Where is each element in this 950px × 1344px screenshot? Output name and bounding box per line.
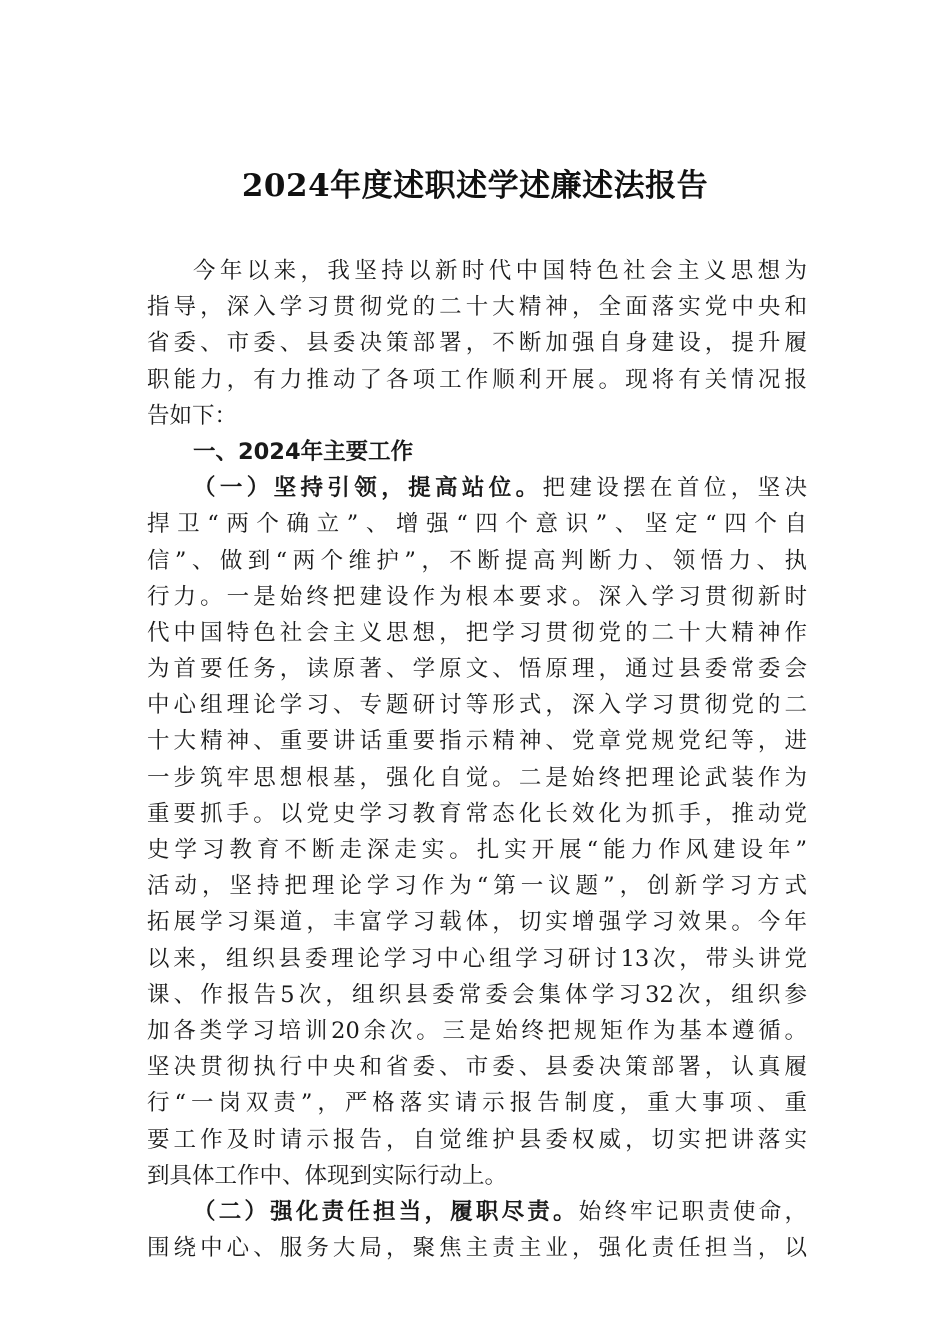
document-title: 2024年度述职述学述廉述法报告: [241, 168, 709, 204]
intro-line: 指导，深入学习贯彻党的二十大精神，全面落实党中央和: [147, 294, 807, 321]
paragraph-line: 史学习教育不断走深走实。扎实开展“能力作风建设年”: [147, 837, 807, 863]
paragraph-line: 为首要任务，读原著、学原文、悟原理，通过县委常委会: [147, 656, 807, 683]
paragraph-lead: （二）强化责任担当，履职尽责。: [193, 1198, 579, 1225]
paragraph-line: 到具体工作中、体现到实际行动上。: [147, 1162, 508, 1189]
paragraph-text: 把建设摆在首位，坚决: [542, 475, 807, 502]
paragraph-line: 十大精神、重要讲话重要指示精神、党章党规党纪等，进: [147, 728, 807, 755]
document-body: [147, 253, 807, 1266]
paragraph-line: 围绕中心、服务大局，聚焦主责主业，强化责任担当，以: [147, 1235, 807, 1262]
intro-line: 今年以来，我坚持以新时代中国特色社会主义思想为: [193, 258, 807, 284]
intro-line: 告如下：: [147, 402, 238, 429]
intro-line: 省委、市委、县委决策部署，不断加强自身建设，提升履: [147, 330, 807, 357]
paragraph-line: 代中国特色社会主义思想，把学习贯彻党的二十大精神作: [147, 619, 807, 646]
paragraph-line: 坚决贯彻执行中央和省委、市委、县委决策部署，认真履: [147, 1054, 807, 1081]
paragraph-first-line: [147, 1194, 807, 1230]
paragraph-line: 行力。一是始终把建设作为根本要求。深入学习贯彻新时: [147, 583, 807, 610]
section-heading: 一、2024年主要工作: [193, 438, 414, 465]
paragraph-line: 信”、做到“两个维护”，不断提高判断力、领悟力、执: [147, 547, 807, 574]
paragraph-first-line: [147, 470, 807, 506]
paragraph-line: 以来，组织县委理论学习中心组学习研讨13次，带头讲党: [147, 945, 807, 972]
paragraph-lead: （一）坚持引领，提高站位。: [193, 475, 543, 502]
paragraph-line: 拓展学习渠道，丰富学习载体，切实增强学习效果。今年: [147, 909, 807, 936]
paragraph-line: 重要抓手。以党史学习教育常态化长效化为抓手，推动党: [147, 800, 807, 827]
paragraph-line: 加各类学习培训20余次。三是始终把规矩作为基本遵循。: [147, 1017, 807, 1044]
paragraph-line: 一步筑牢思想根基，强化自觉。二是始终把理论武装作为: [147, 764, 807, 791]
paragraph-line: 中心组理论学习、专题研讨等形式，深入学习贯彻党的二: [147, 692, 807, 719]
paragraph-text: 始终牢记职责使命，: [578, 1198, 807, 1225]
paragraph-line: 捍卫“两个确立”、增强“四个意识”、坚定“四个自: [147, 511, 807, 538]
paragraph-line: 要工作及时请示报告，自觉维护县委权威，切实把讲落实: [147, 1126, 807, 1153]
intro-line: 职能力，有力推动了各项工作顺利开展。现将有关情况报: [147, 366, 807, 393]
paragraph-line: 课、作报告5次，组织县委常委会集体学习32次，组织参: [147, 981, 807, 1008]
paragraph-line: 活动，坚持把理论学习作为“第一议题”，创新学习方式: [147, 873, 807, 900]
paragraph-line: 行“一岗双责”，严格落实请示报告制度，重大事项、重: [147, 1090, 807, 1117]
